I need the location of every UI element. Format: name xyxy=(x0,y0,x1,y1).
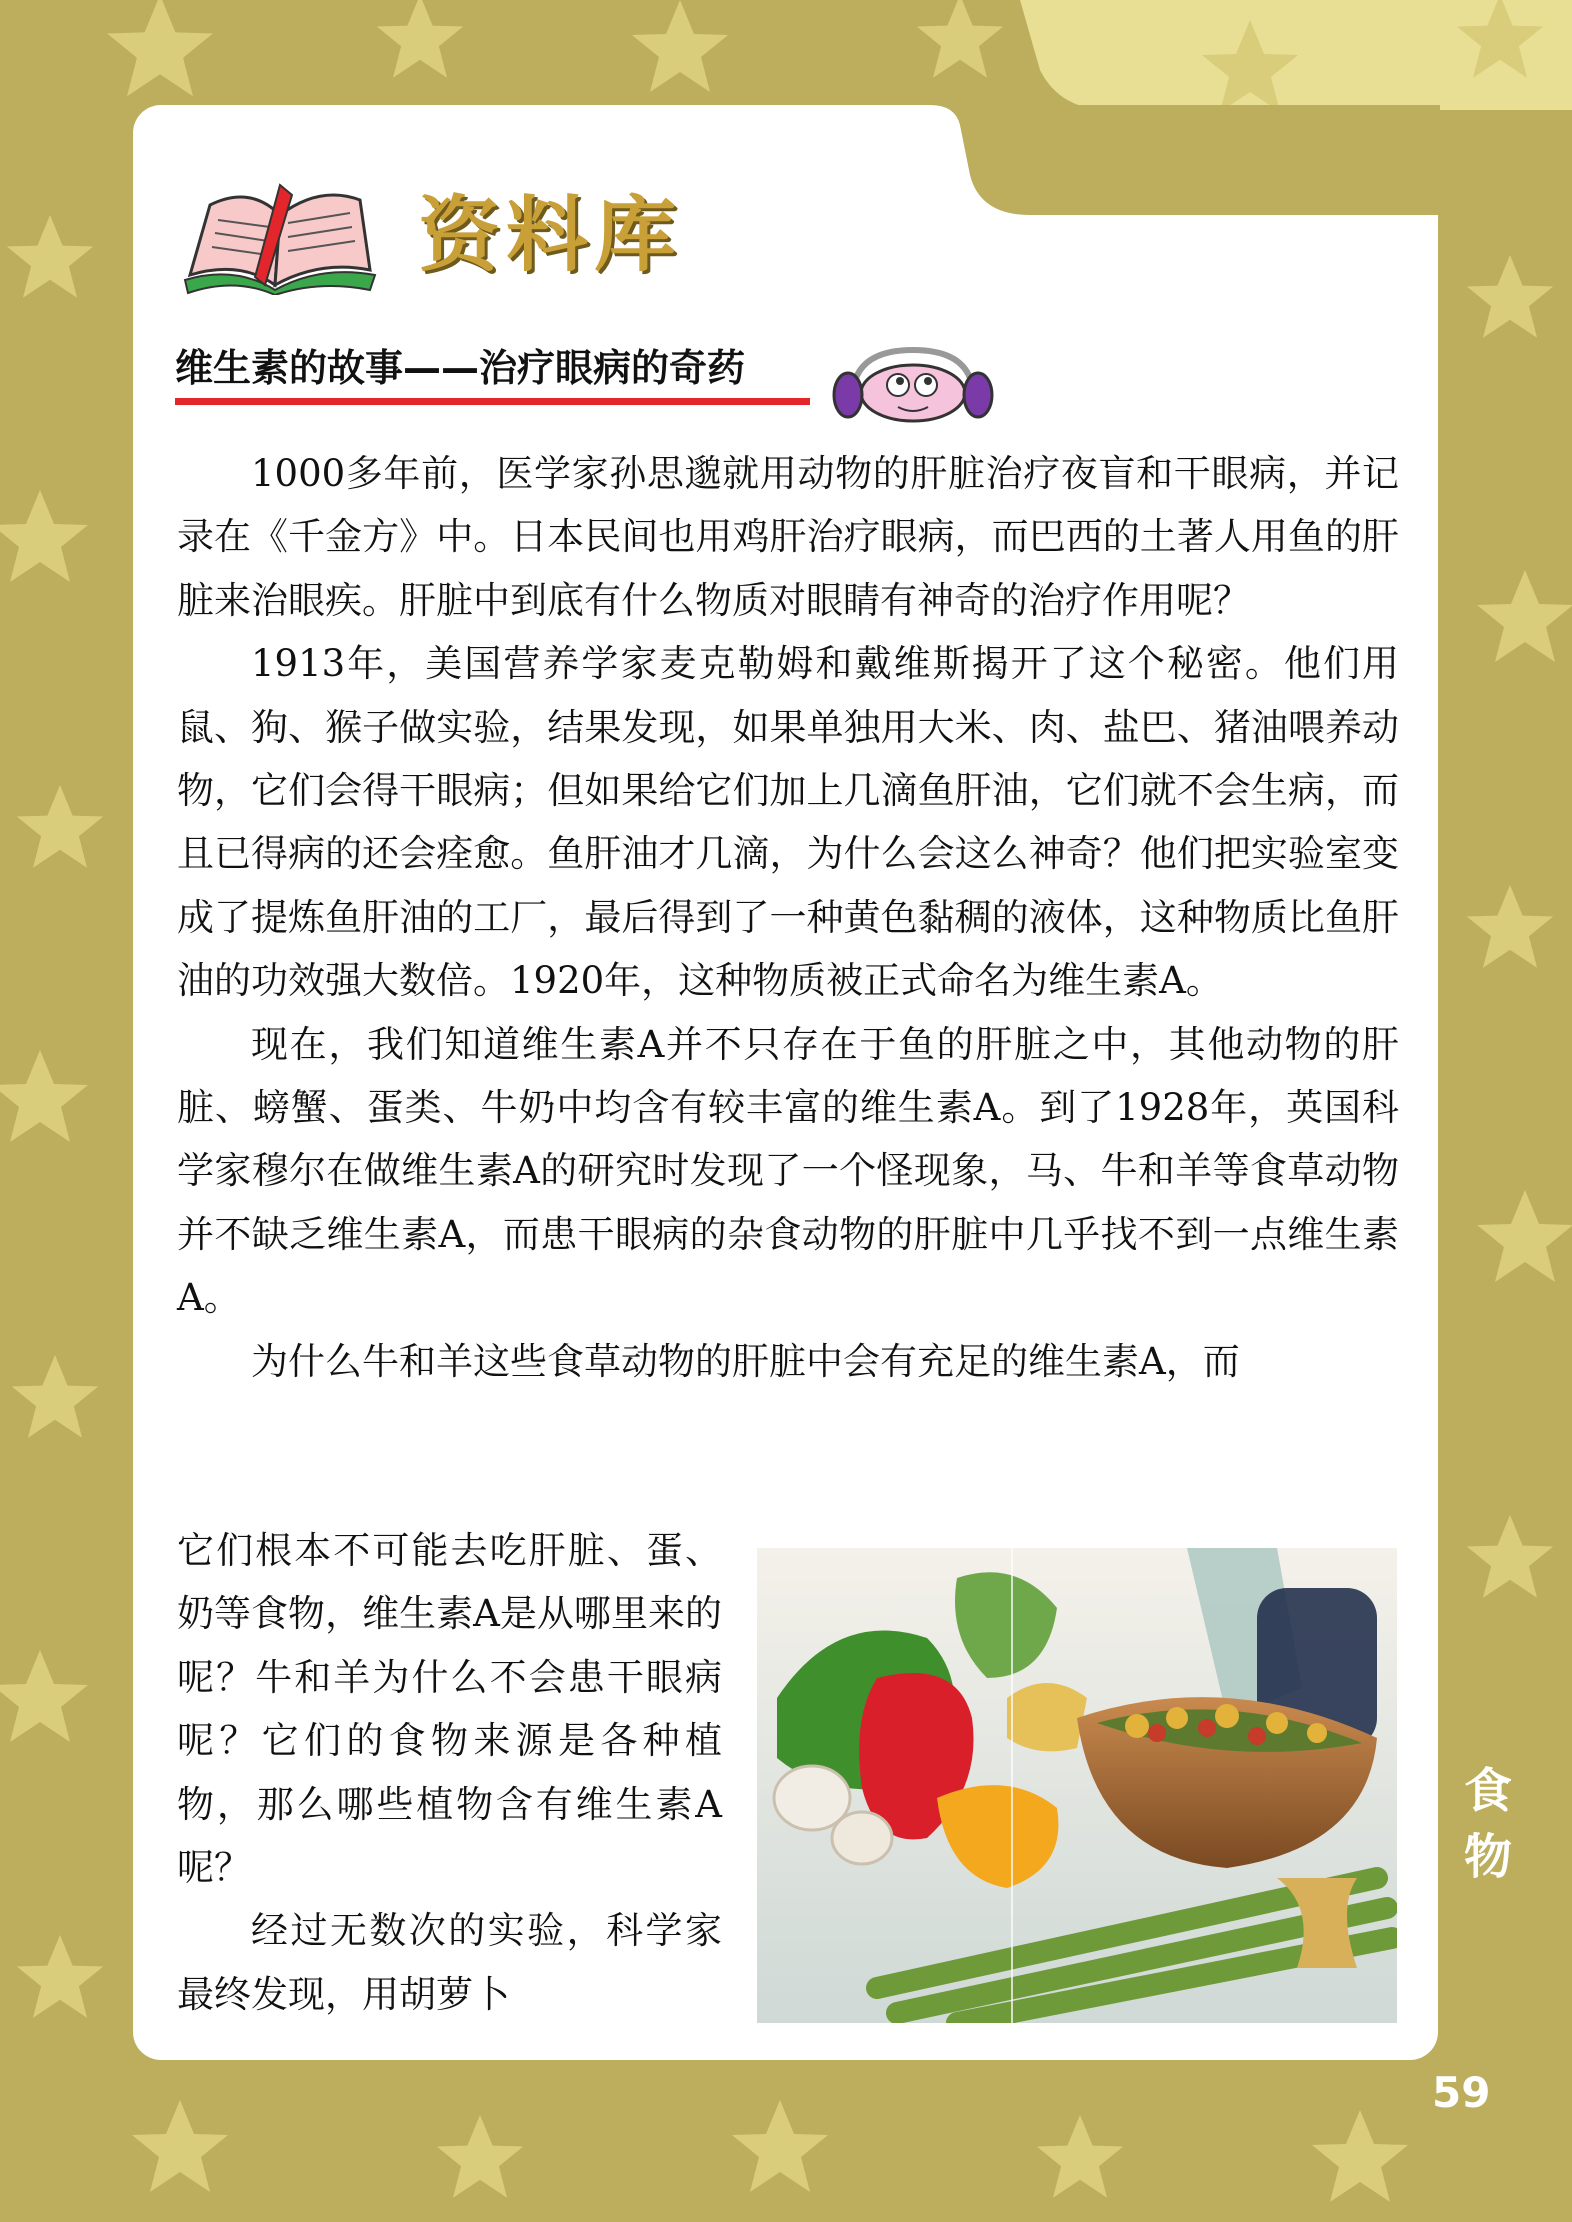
paragraph: 1913年，美国营养学家麦克勒姆和戴维斯揭开了这个秘密。他们用鼠、狗、猴子做实验，结果发现，如果单独用大米、肉、盐巴、猪油喂养动物，它们会得干眼病；但如果给它们加上几滴鱼肝油，它们就不会生病，而且已得病的还会痊愈。鱼肝油才几滴，为什么会这么神奇？他们把实验室变成了提炼鱼肝油的工厂，最后得到了一种黄色黏稠的液体，这种物质比鱼肝油的功效强大数倍。1920年，这种物质被正式命名为维生素A。 xyxy=(177,642,1399,1003)
article-body-wrapped xyxy=(177,1519,722,2026)
side-tab-char: 食 xyxy=(1463,1763,1512,1819)
vegetables-photo xyxy=(757,1548,1397,2023)
card-tab-notch xyxy=(900,105,1440,215)
article-body xyxy=(177,442,1399,1393)
title-underline xyxy=(175,398,810,405)
section-title: 资料库 xyxy=(418,188,683,283)
paragraph: 经过无数次的实验，科学家最终发现，用胡萝卜 xyxy=(177,1909,722,2016)
paragraph: 现在，我们知道维生素A并不只存在于鱼的肝脏之中，其他动物的肝脏、螃蟹、蛋类、牛奶中均含有较丰富的维生素A。到了1928年，英国科学家穆尔在做维生素A的研究时发现了一个怪现象，马、牛和羊等食草动物并不缺乏维生素A，而患干眼病的杂食动物的肝脏中几乎找不到一点维生素A。 xyxy=(177,1022,1399,1320)
side-tab-char: 物 xyxy=(1463,1829,1512,1885)
paragraph: 为什么牛和羊这些食草动物的肝脏中会有充足的维生素A，而 xyxy=(251,1339,1240,1383)
paragraph: 1000多年前，医学家孙思邈就用动物的肝脏治疗夜盲和干眼病，并记录在《千金方》中。日本民间也用鸡肝治疗眼病，而巴西的土著人用鱼的肝脏来治眼疾。肝脏中到底有什么物质对眼睛有神奇的治疗作用呢？ xyxy=(177,452,1399,622)
paragraph: 它们根本不可能去吃肝脏、蛋、奶等食物，维生素A是从哪里来的呢？牛和羊为什么不会患干眼病呢？它们的食物来源是各种植物，那么哪些植物含有维生素A呢？ xyxy=(177,1529,722,1890)
page-number: 59 xyxy=(1432,2068,1491,2117)
article-title: 维生素的故事——治疗眼病的奇药 xyxy=(175,346,746,390)
side-tab-label xyxy=(1458,1758,1518,1890)
headphone-mascot-icon xyxy=(828,345,998,427)
open-book-icon xyxy=(180,165,380,295)
